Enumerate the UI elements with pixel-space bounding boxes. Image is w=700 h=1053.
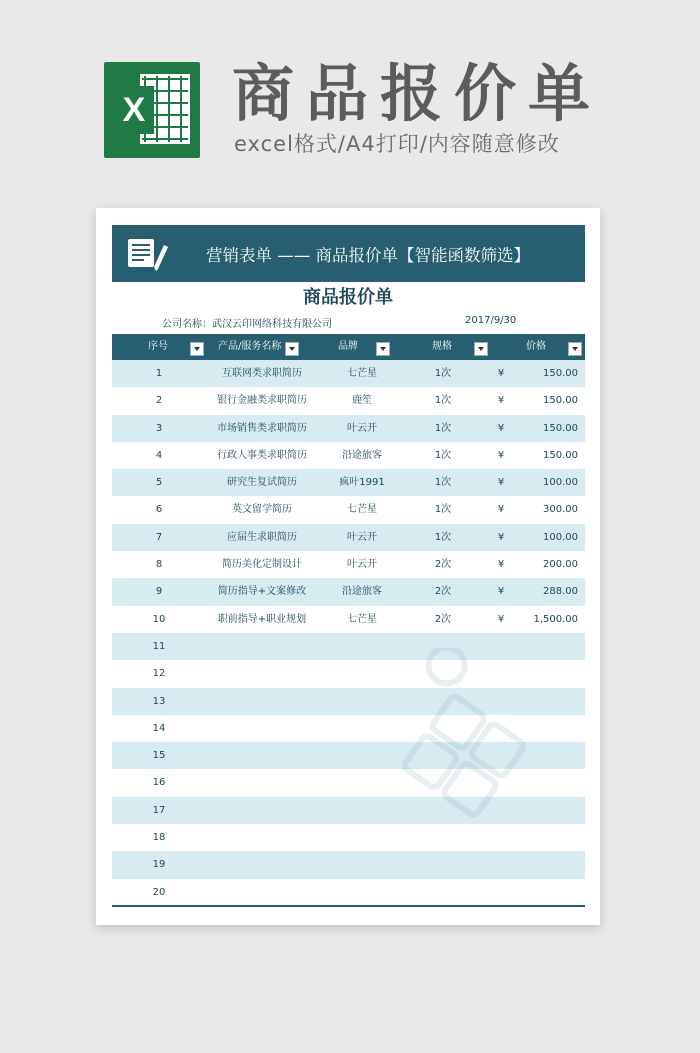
brand-cell — [312, 769, 412, 796]
currency-symbol: ¥ — [497, 477, 505, 489]
quote-date: 2017/9/30 — [465, 315, 517, 326]
quote-sheet — [96, 208, 600, 925]
product-name: 银行金融类求职简历 — [217, 395, 307, 407]
product-name: 市场销售类求职简历 — [217, 422, 307, 434]
row-number: 11 — [152, 640, 166, 652]
product-name: 行政人事类求职简历 — [217, 449, 307, 461]
price-cell: 200.00 — [543, 559, 578, 571]
quote-title: 商品报价单 — [303, 287, 393, 308]
row-number: 13 — [152, 695, 166, 707]
table-row — [112, 469, 585, 496]
row-number: 10 — [152, 613, 166, 625]
currency-symbol — [494, 633, 508, 660]
spec-cell — [412, 797, 474, 824]
currency-symbol: ¥ — [497, 531, 505, 543]
price-cell — [508, 715, 578, 742]
row-number: 5 — [155, 477, 163, 489]
price-cell: 100.00 — [543, 531, 578, 543]
product-name: 职前指导+职业规划 — [217, 613, 307, 625]
brand-cell: 鹿笙 — [352, 395, 372, 407]
spec-cell: 2次 — [434, 586, 452, 598]
table-row — [112, 797, 585, 824]
product-name — [192, 660, 332, 687]
currency-symbol — [494, 688, 508, 715]
table-row — [112, 415, 585, 442]
currency-symbol — [494, 851, 508, 878]
price-cell: 100.00 — [543, 477, 578, 489]
spec-cell: 1次 — [434, 368, 452, 379]
spec-cell — [412, 742, 474, 769]
brand-cell — [312, 824, 412, 851]
spec-cell — [412, 851, 474, 878]
price-cell — [508, 660, 578, 687]
brand-cell — [312, 851, 412, 878]
currency-symbol — [494, 879, 508, 906]
price-cell — [508, 633, 578, 660]
currency-symbol: ¥ — [497, 613, 505, 625]
table-row — [112, 360, 585, 387]
price-cell: 150.00 — [543, 395, 578, 407]
excel-icon — [104, 62, 200, 158]
brand-cell: 疯叶1991 — [339, 477, 385, 489]
table-row — [112, 387, 585, 414]
price-cell — [508, 742, 578, 769]
price-cell — [508, 879, 578, 906]
price-cell: 150.00 — [543, 422, 578, 434]
table-row — [112, 442, 585, 469]
row-number: 16 — [152, 777, 166, 789]
currency-symbol: ¥ — [497, 422, 505, 434]
product-name — [192, 633, 332, 660]
filter-dropdown-icon[interactable] — [190, 342, 204, 356]
price-cell — [508, 851, 578, 878]
table-row — [112, 578, 585, 605]
product-name — [192, 851, 332, 878]
product-name — [192, 769, 332, 796]
spec-cell — [412, 633, 474, 660]
column-header-no: 序号 — [148, 341, 168, 352]
row-number: 12 — [152, 668, 166, 680]
row-number: 17 — [152, 804, 166, 816]
price-cell: 300.00 — [543, 504, 578, 516]
price-cell — [508, 769, 578, 796]
product-name — [192, 824, 332, 851]
column-header-name: 产品/服务名称 — [218, 341, 282, 352]
product-name: 简历美化定制设计 — [222, 559, 302, 571]
brand-cell — [312, 715, 412, 742]
brand-cell: 七芒星 — [347, 613, 377, 625]
currency-symbol: ¥ — [497, 586, 505, 598]
currency-symbol — [494, 824, 508, 851]
sheet-header-text: 营销表单 —— 商品报价单【智能函数筛选】 — [206, 245, 530, 265]
spec-cell — [412, 715, 474, 742]
table-row — [112, 551, 585, 578]
currency-symbol — [494, 742, 508, 769]
price-cell — [508, 824, 578, 851]
quote-table — [112, 334, 585, 906]
brand-cell — [312, 797, 412, 824]
brand-cell — [312, 688, 412, 715]
product-name: 英文留学简历 — [232, 504, 292, 516]
spec-cell: 2次 — [434, 559, 452, 571]
table-row — [112, 633, 585, 660]
price-cell — [508, 688, 578, 715]
currency-symbol: ¥ — [497, 504, 505, 516]
product-name: 互联网类求职简历 — [222, 368, 302, 379]
product-name — [192, 715, 332, 742]
brand-cell: 沿途旅客 — [342, 449, 382, 461]
spec-cell: 2次 — [434, 613, 452, 625]
brand-cell — [312, 660, 412, 687]
row-number: 19 — [152, 859, 166, 871]
product-name — [192, 742, 332, 769]
currency-symbol: ¥ — [497, 559, 505, 571]
table-row — [112, 851, 585, 878]
currency-symbol: ¥ — [497, 449, 505, 461]
spec-cell — [412, 688, 474, 715]
currency-symbol — [494, 769, 508, 796]
spec-cell: 1次 — [434, 422, 452, 434]
banner-subtitle: excel格式/A4打印/内容随意修改 — [234, 132, 560, 156]
table-row — [112, 660, 585, 687]
sheet-header-bar — [112, 225, 585, 282]
table-row — [112, 606, 585, 633]
row-number: 4 — [155, 449, 163, 461]
table-row — [112, 769, 585, 796]
brand-cell: 沿途旅客 — [342, 586, 382, 598]
price-cell — [508, 797, 578, 824]
price-cell: 150.00 — [543, 449, 578, 461]
brand-cell: 七芒星 — [347, 368, 377, 379]
currency-symbol: ¥ — [497, 368, 505, 379]
row-number: 3 — [155, 422, 163, 434]
spec-cell: 1次 — [434, 395, 452, 407]
spec-cell — [412, 879, 474, 906]
currency-symbol — [494, 660, 508, 687]
spec-cell: 1次 — [434, 477, 452, 489]
table-row — [112, 688, 585, 715]
column-header-spec: 规格 — [432, 341, 452, 352]
brand-cell: 叶云开 — [347, 531, 377, 543]
row-number: 15 — [152, 750, 166, 762]
currency-symbol: ¥ — [497, 395, 505, 407]
table-body — [112, 360, 585, 906]
table-row — [112, 742, 585, 769]
brand-cell: 叶云开 — [347, 422, 377, 434]
banner-title: 商品报价单 — [232, 57, 603, 130]
price-cell: 288.00 — [543, 586, 578, 598]
row-number: 6 — [155, 504, 163, 516]
row-number: 9 — [155, 586, 163, 598]
filter-dropdown-icon[interactable] — [568, 342, 582, 356]
product-name: 应届生求职简历 — [227, 531, 297, 543]
brand-cell: 七芒星 — [347, 504, 377, 516]
spec-cell: 1次 — [434, 531, 452, 543]
spec-cell — [412, 769, 474, 796]
filter-dropdown-icon[interactable] — [474, 342, 488, 356]
spec-cell — [412, 824, 474, 851]
table-row — [112, 824, 585, 851]
brand-cell: 叶云开 — [347, 559, 377, 571]
product-name — [192, 688, 332, 715]
row-number: 20 — [152, 886, 166, 898]
table-row — [112, 715, 585, 742]
spec-cell — [412, 660, 474, 687]
row-number: 8 — [155, 559, 163, 571]
product-name — [192, 797, 332, 824]
row-number: 2 — [155, 395, 163, 407]
product-name: 研究生复试简历 — [227, 477, 297, 489]
brand-cell — [312, 633, 412, 660]
currency-symbol — [494, 715, 508, 742]
table-row — [112, 496, 585, 523]
column-header-price: 价格 — [526, 341, 546, 352]
column-header-brand: 品牌 — [338, 341, 358, 352]
table-row — [112, 879, 585, 906]
table-bottom-rule — [112, 905, 585, 907]
filter-dropdown-icon[interactable] — [285, 342, 299, 356]
table-header — [112, 334, 585, 360]
row-number: 7 — [155, 531, 163, 543]
currency-symbol — [494, 797, 508, 824]
price-cell: 150.00 — [543, 368, 578, 379]
company-name: 公司名称：武汉云印网络科技有限公司 — [162, 319, 332, 330]
table-row — [112, 524, 585, 551]
row-number: 18 — [152, 832, 166, 844]
filter-dropdown-icon[interactable] — [376, 342, 390, 356]
spec-cell: 1次 — [434, 504, 452, 516]
row-number: 14 — [152, 722, 166, 734]
product-name — [192, 879, 332, 906]
price-cell: 1,500.00 — [533, 613, 578, 625]
document-pen-icon — [126, 237, 170, 271]
spec-cell: 1次 — [434, 449, 452, 461]
excel-x-letter: X — [114, 86, 154, 134]
brand-cell — [312, 879, 412, 906]
row-number: 1 — [155, 368, 163, 379]
product-name: 简历指导+文案修改 — [217, 586, 307, 598]
brand-cell — [312, 742, 412, 769]
